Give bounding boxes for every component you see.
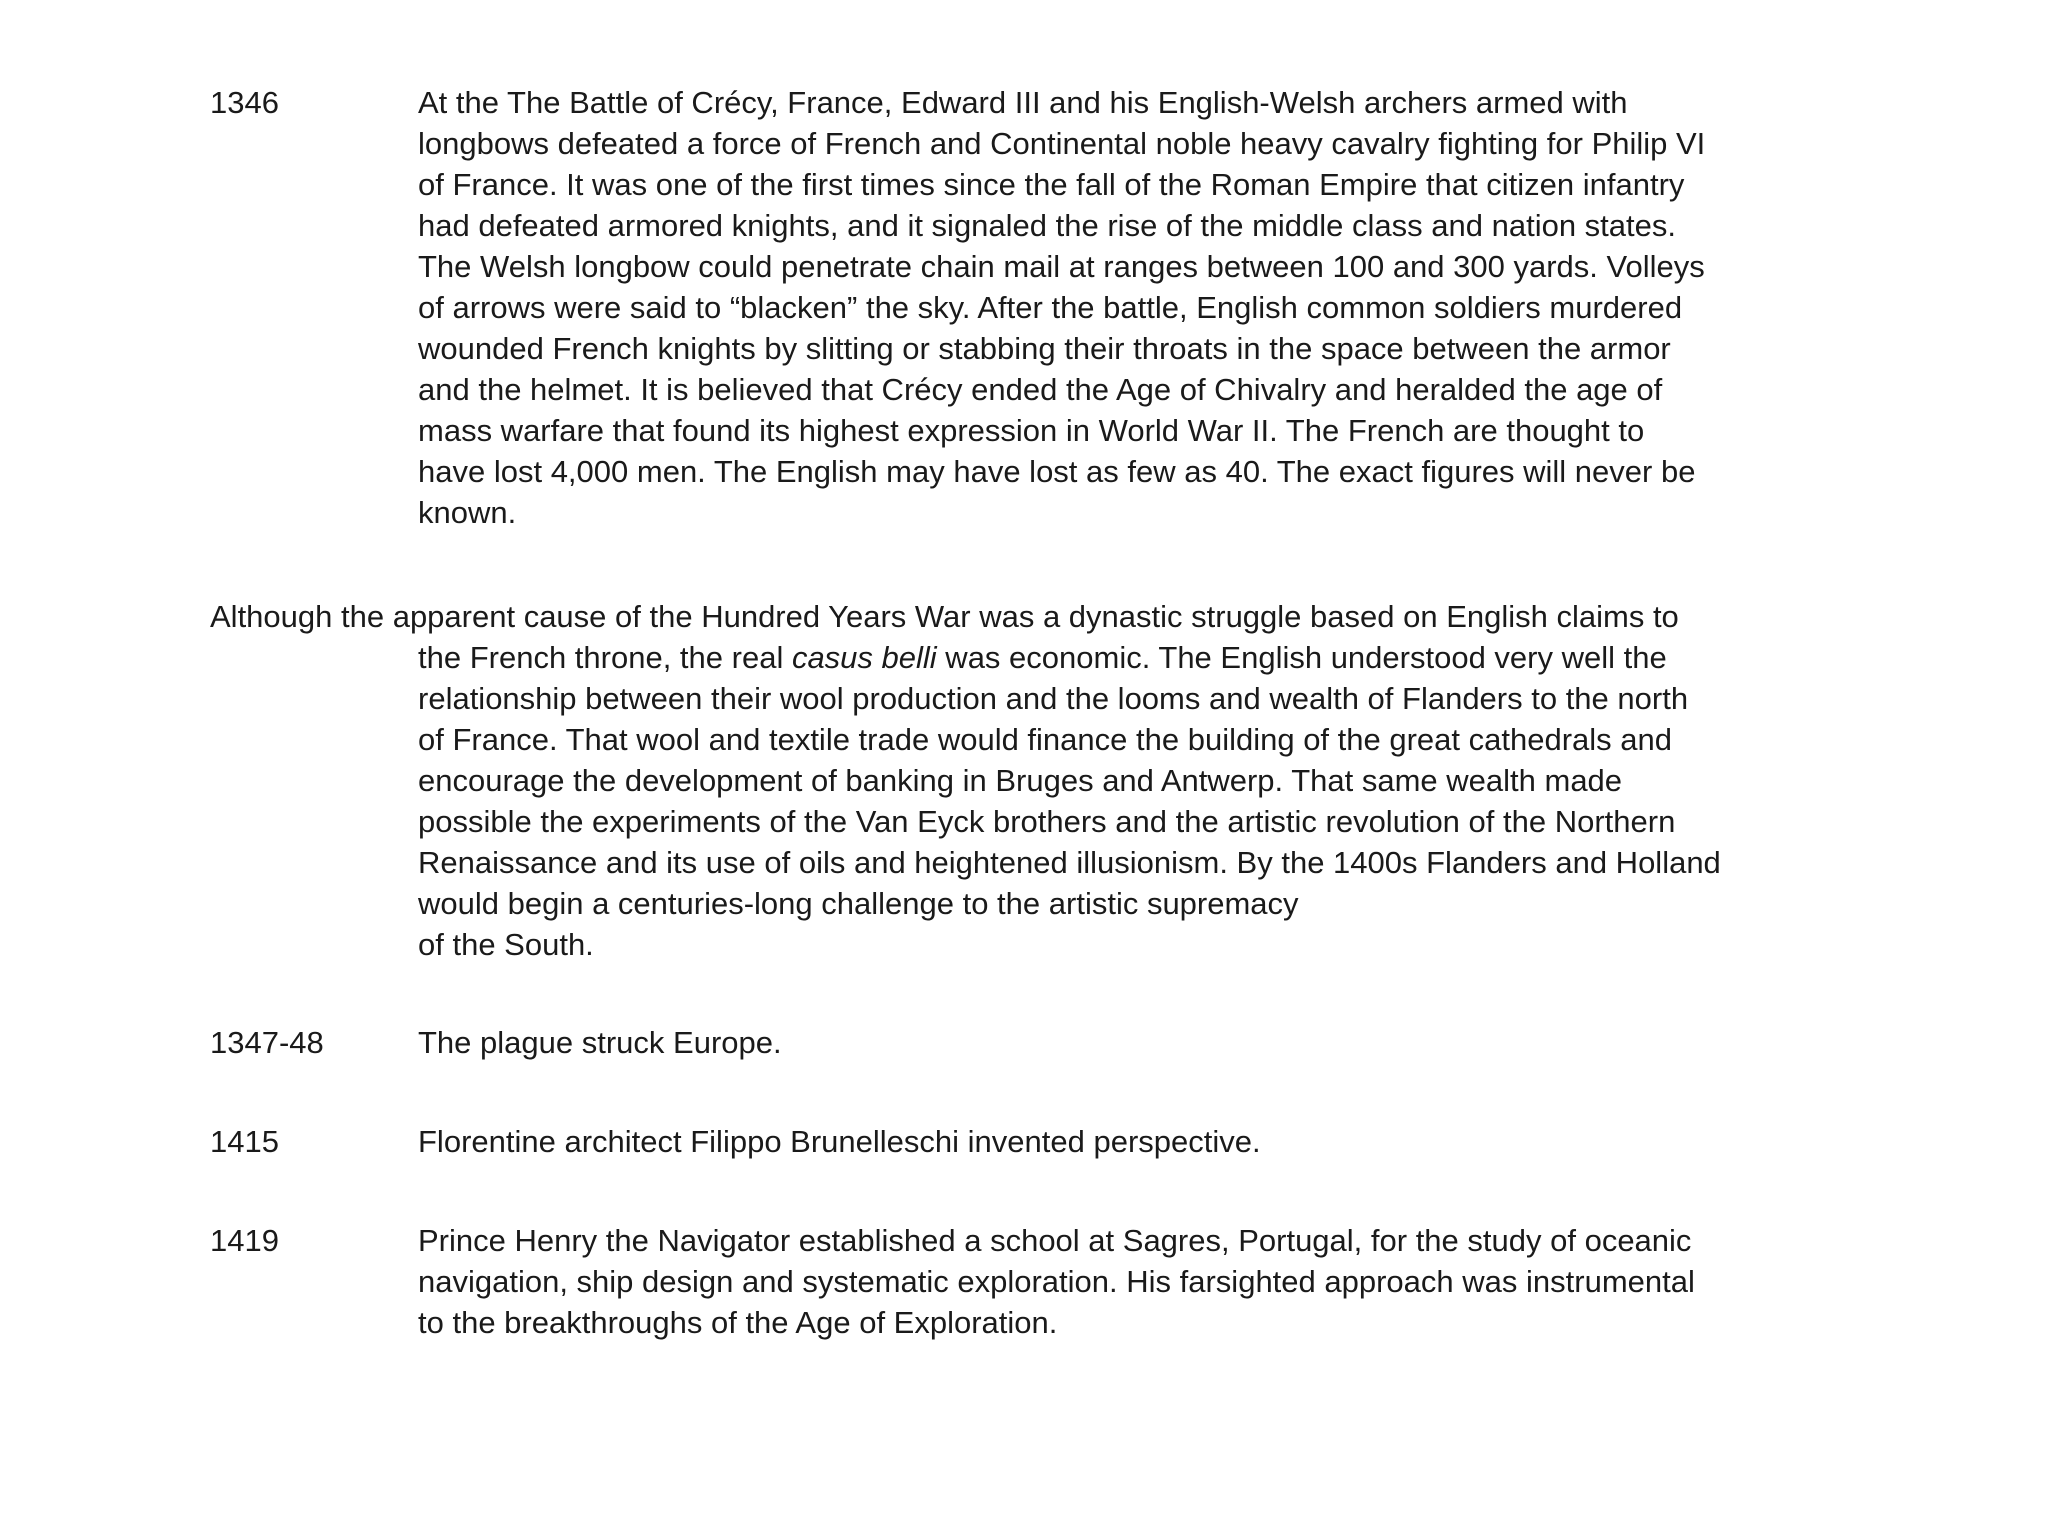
text-line: At the The Battle of Crécy, France, Edward III and his English-Welsh archers armed with: [418, 85, 1628, 120]
text-line: Prince Henry the Navigator established a school at Sagres, Portugal, for the study of oceanic: [418, 1223, 1692, 1258]
text-line: encourage the development of banking in Bruges and Antwerp. That same wealth made: [418, 763, 1623, 798]
text-line: relationship between their wool production and the looms and wealth of Flanders to the north: [418, 681, 1689, 716]
text-line: longbows defeated a force of French and Continental noble heavy cavalry fighting for Philip VI: [418, 126, 1706, 161]
text-line: have lost 4,000 men. The English may have lost as few as 40. The exact figures will never be: [418, 454, 1696, 489]
entry-year: 1419: [210, 1223, 279, 1258]
text-line: and the helmet. It is believed that Crécy ended the Age of Chivalry and heralded the age of: [418, 372, 1663, 407]
entry-text: [418, 82, 1878, 533]
entry-text: [418, 1121, 1878, 1162]
text-line: of arrows were said to “blacken” the sky. After the battle, English common soldiers murdered: [418, 290, 1683, 325]
text-run: the French throne, the real: [418, 640, 792, 675]
timeline-entry-1415: [210, 1121, 1890, 1162]
entry-year: 1415: [210, 1124, 279, 1159]
text-line: wounded French knights by slitting or stabbing their throats in the space between the armor: [418, 331, 1671, 366]
entry-year: 1347-48: [210, 1025, 324, 1060]
text-line: The Welsh longbow could penetrate chain mail at ranges between 100 and 300 yards. Volleys: [418, 249, 1705, 284]
timeline-entry-1347-48: [210, 1022, 1890, 1063]
text-line: [418, 637, 1878, 678]
timeline-entry-1419: [210, 1220, 1890, 1343]
text-run: was economic. The English understood very well the: [936, 640, 1667, 675]
entry-year: 1346: [210, 85, 279, 120]
paragraph-hundred-years-war: [210, 596, 1890, 965]
entry-text: [418, 1220, 1878, 1343]
text-line: navigation, ship design and systematic exploration. His farsighted approach was instrumental: [418, 1264, 1695, 1299]
text-line: of France. That wool and textile trade would finance the building of the great cathedrals and: [418, 722, 1673, 757]
text-line: Although the apparent cause of the Hundred Years War was a dynastic struggle based on English claims to: [210, 599, 1679, 634]
italic-term: casus belli: [791, 640, 937, 675]
text-line: The plague struck Europe.: [418, 1025, 782, 1060]
text-line: of the South.: [418, 927, 594, 962]
text-line: of France. It was one of the first times since the fall of the Roman Empire that citizen infantry: [418, 167, 1685, 202]
text-line: known.: [418, 495, 517, 530]
text-line: to the breakthroughs of the Age of Exploration.: [418, 1305, 1058, 1340]
entry-text: [418, 1022, 1878, 1063]
text-line: possible the experiments of the Van Eyck brothers and the artistic revolution of the Northern: [418, 804, 1676, 839]
text-line: had defeated armored knights, and it signaled the rise of the middle class and nation states.: [418, 208, 1676, 243]
text-line: would begin a centuries-long challenge to the artistic supremacy: [418, 886, 1299, 921]
text-line: Renaissance and its use of oils and heightened illusionism. By the 1400s Flanders and Holland: [418, 845, 1721, 880]
text-line: Florentine architect Filippo Brunelleschi invented perspective.: [418, 1124, 1261, 1159]
timeline-entry-1346: [210, 82, 1890, 533]
paragraph-text: [210, 596, 1878, 965]
text-line: mass warfare that found its highest expression in World War II. The French are thought to: [418, 413, 1645, 448]
